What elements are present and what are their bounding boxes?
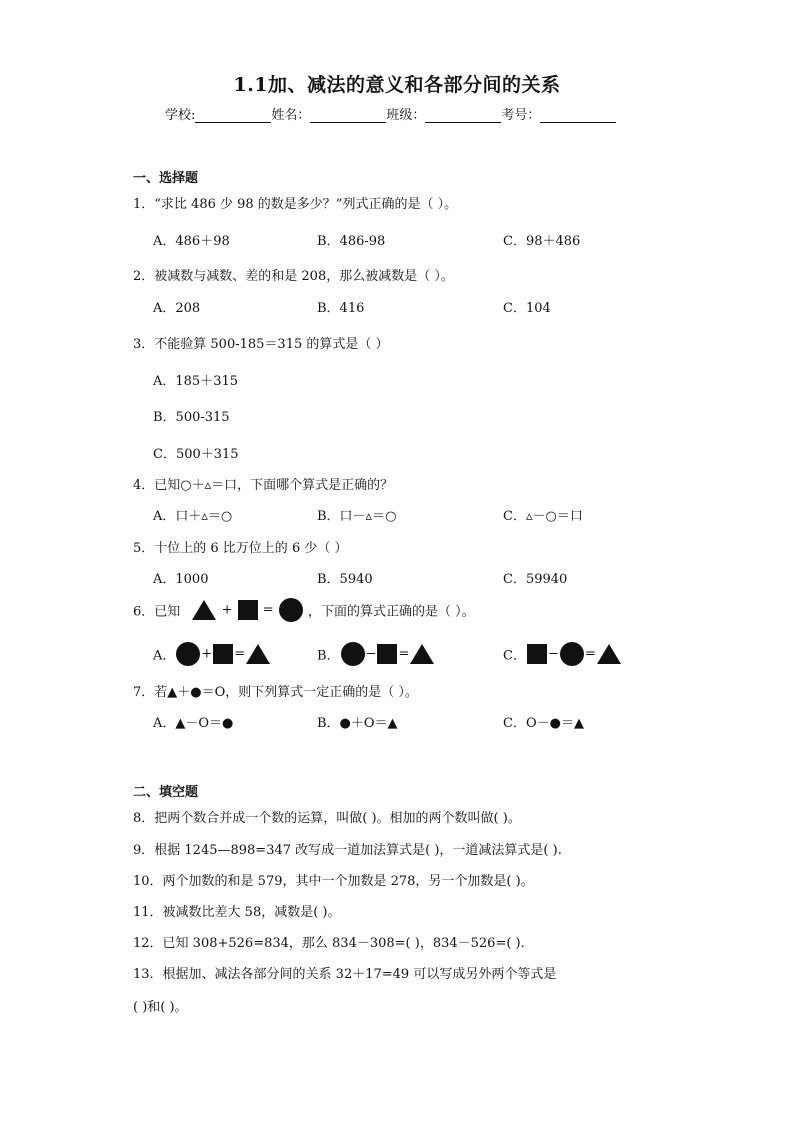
q6-option-c-label: C． [503,648,526,664]
q6-a-plus: + [201,646,213,662]
q1-option-a[interactable]: A．486＋98 [153,234,230,249]
circle-icon [560,642,584,666]
school-label: 学校: [165,108,196,123]
q5-option-b[interactable]: B．5940 [317,572,373,587]
circle-icon [176,642,200,666]
q5-option-a[interactable]: A．1000 [153,572,209,587]
name-blank[interactable] [310,108,386,123]
q7-option-c[interactable]: C．O－●＝▲ [503,716,584,731]
triangle-icon [597,644,621,664]
question-13: 13．根据加、减法各部分间的关系 32＋17=49 可以写成另外两个等式是 [133,967,557,982]
q3-option-a[interactable]: A．185＋315 [153,374,239,389]
q7-option-a[interactable]: A．▲－O＝● [153,716,234,731]
q6-suffix: ，下面的算式正确的是（ ）。 [307,604,475,620]
q3-option-c[interactable]: C．500＋315 [153,447,239,462]
q6-option-a[interactable] [153,642,271,666]
question-11: 11．被减数比差大 58，减数是( )。 [133,905,341,920]
q1-option-c[interactable]: C．98＋486 [503,234,581,249]
circle-icon [341,642,365,666]
q6-option-b[interactable] [317,642,435,666]
question-9: 9．根据 1245—898=347 改写成一道加法算式是( )，一道减法算式是( ). [133,843,562,858]
q4-option-b[interactable]: B．口－▵＝○ [317,509,397,524]
q7-option-b[interactable]: B．●＋O＝▲ [317,716,398,731]
number-blank[interactable] [540,108,616,123]
number-label: 考号： [501,108,541,123]
q6-option-b-label: B． [317,648,340,664]
section-fill-heading: 二、填空题 [133,785,199,800]
q6-option-c[interactable] [503,642,622,666]
square-icon [527,644,547,664]
school-blank[interactable] [195,108,271,123]
triangle-icon [192,600,216,620]
question-13-blanks: ( )和( )。 [133,1000,188,1015]
question-5: 5．十位上的 6 比万位上的 6 少（ ） [133,541,348,556]
q6-a-equals: = [234,646,246,662]
question-2: 2．被减数与减数、差的和是 208，那么被减数是（ ）。 [133,269,454,284]
question-4: 4．已知○＋▵＝口，下面哪个算式是正确的？ [133,478,394,493]
name-label: 姓名： [271,108,311,123]
q6-equals: = [262,602,274,618]
question-10: 10．两个加数的和是 579，其中一个加数是 278，另一个加数是( )。 [133,874,534,889]
q6-plus: + [221,602,233,618]
square-icon [377,644,397,664]
q4-option-c[interactable]: C．▵－○＝口 [503,509,583,524]
q6-c-minus: − [547,646,559,662]
class-label: 班级： [386,108,426,123]
q3-option-b[interactable]: B．500-315 [153,410,230,425]
page-title: 1.1加、减法的意义和各部分间的关系 [233,74,561,96]
q1-option-b[interactable]: B．486-98 [317,234,386,249]
question-8: 8．把两个数合并成一个数的运算，叫做( )。相加的两个数叫做( )。 [133,811,521,826]
q2-option-a[interactable]: A．208 [153,301,201,316]
q6-prefix: 6．已知 [133,604,181,620]
question-1: 1．“求比 486 少 98 的数是多少？”列式正确的是（ ）。 [133,197,458,212]
question-6 [133,598,475,622]
q5-option-c[interactable]: C．59940 [503,572,568,587]
q6-b-minus: − [365,646,377,662]
triangle-icon [246,644,270,664]
triangle-icon [410,644,434,664]
question-12: 12．已知 308+526=834，那么 834－308=( )，834－526=( ). [133,936,525,951]
class-blank[interactable] [425,108,501,123]
question-3: 3．不能验算 500-185＝315 的算式是（ ） [133,337,389,352]
q6-c-equals: = [584,646,596,662]
q2-option-c[interactable]: C．104 [503,301,551,316]
section-choice-heading: 一、选择题 [133,171,199,186]
circle-icon [279,598,303,622]
q6-b-equals: = [398,646,410,662]
square-icon [238,600,258,620]
q2-option-b[interactable]: B．416 [317,301,365,316]
student-info-line [165,104,616,123]
square-icon [213,644,233,664]
q6-option-a-label: A． [153,648,176,664]
question-7: 7．若▲＋●＝O，则下列算式一定正确的是（ ）。 [133,685,418,700]
q4-option-a[interactable]: A．口＋▵＝○ [153,509,233,524]
